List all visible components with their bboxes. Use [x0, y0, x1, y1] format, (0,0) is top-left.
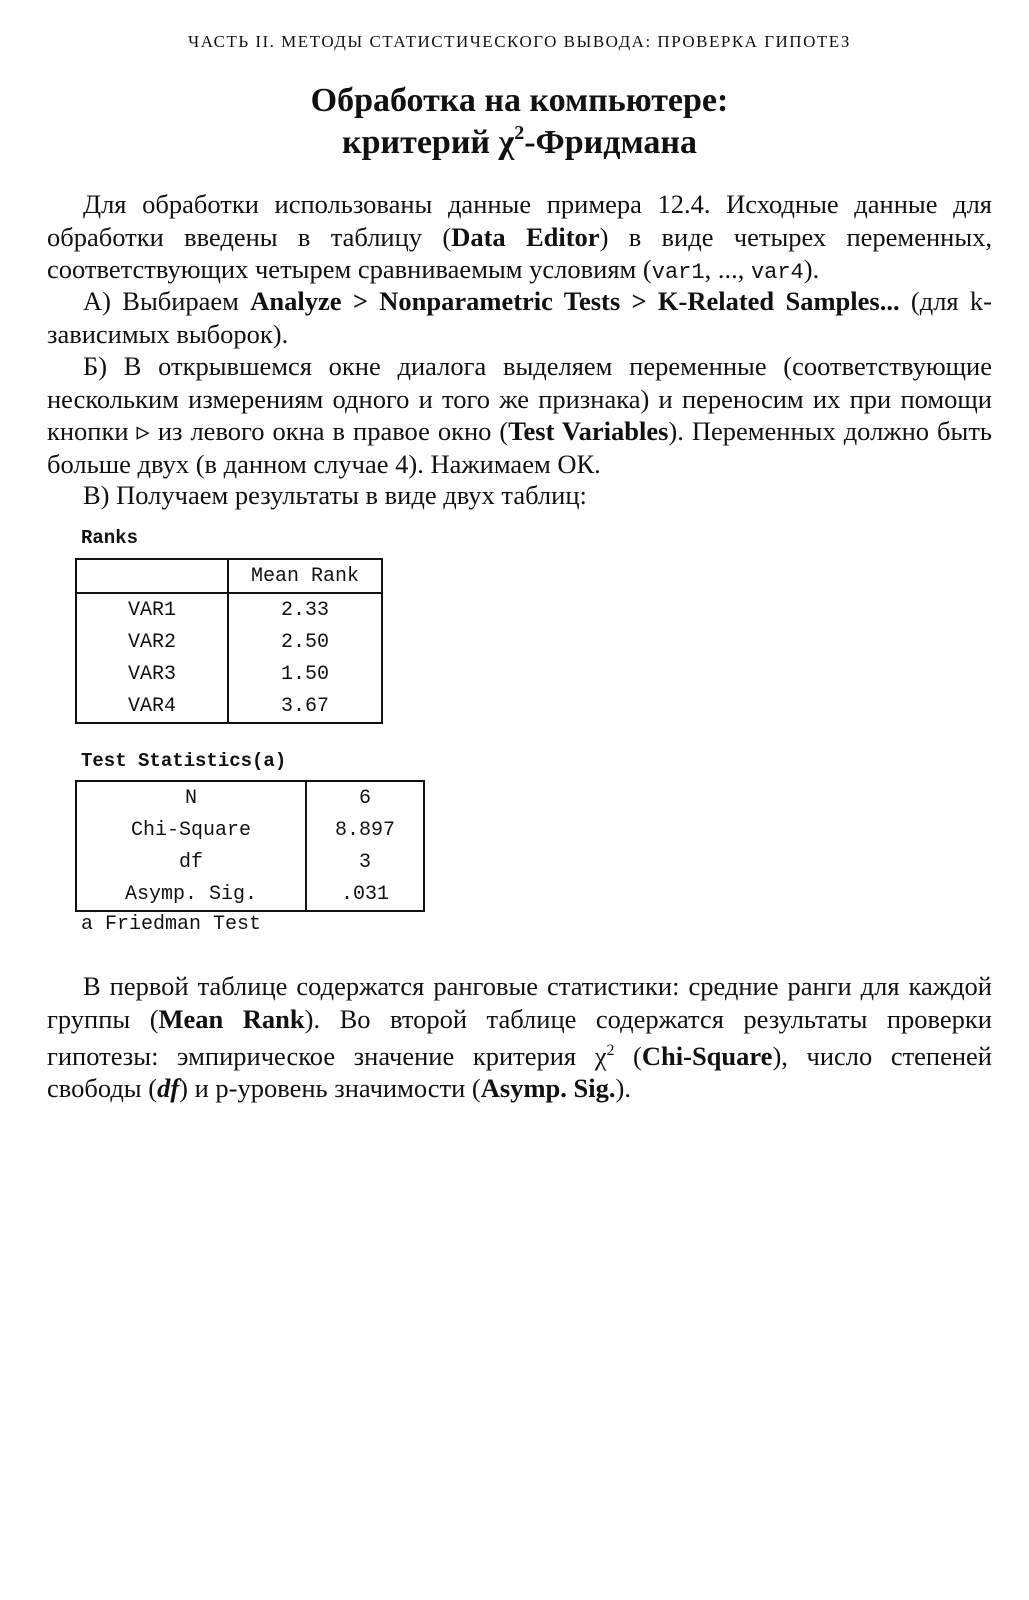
table-row — [76, 593, 382, 626]
step-b-paragraph — [47, 350, 992, 480]
ranks-table-title: Ranks — [81, 527, 139, 549]
ranks-table — [75, 558, 383, 724]
table-row — [76, 658, 382, 690]
step-a-suffix: (для k-зависимых выборок). — [47, 286, 992, 349]
conclusion-text-6: ). — [615, 1073, 631, 1104]
step-b-text-2: ). Переменных должно быть больше двух (в данном случае 4). Нажимаем ОК. — [47, 416, 992, 479]
ranks-value: 1.50 — [228, 658, 382, 690]
var1-code: var1 — [651, 260, 705, 285]
ranks-label: VAR2 — [76, 626, 228, 658]
ranks-value: 2.33 — [228, 593, 382, 626]
ranks-value: 3.67 — [228, 690, 382, 723]
table-row — [76, 814, 424, 846]
stats-value: .031 — [306, 878, 424, 911]
var4-code: var4 — [750, 260, 804, 285]
title-line-1: Обработка на компьютере: — [310, 82, 729, 119]
df-term: df — [157, 1073, 180, 1104]
menu-path: Analyze > Nonparametric Tests > K-Related Samples... — [250, 286, 900, 316]
stats-value: 3 — [306, 846, 424, 878]
step-a-prefix: А) Выбираем — [83, 286, 251, 316]
conclusion-text-5: ) и p-уровень значимости ( — [179, 1073, 481, 1104]
test-variables-term: Test Variables — [508, 416, 669, 446]
chi-superscript: 2 — [606, 1042, 615, 1059]
stats-label: df — [76, 846, 306, 878]
stats-table-title: Test Statistics(a) — [81, 750, 287, 772]
stats-value: 8.897 — [306, 814, 424, 846]
conclusion-text-3: ( — [614, 1040, 642, 1071]
table-row — [76, 781, 424, 814]
running-head: ЧАСТЬ II. МЕТОДЫ СТАТИСТИЧЕСКОГО ВЫВОДА: ПРОВЕРКА ГИПОТЕЗ — [188, 32, 851, 51]
asymp-sig-term: Asymp. Sig. — [480, 1073, 616, 1104]
ranks-header-empty — [76, 559, 228, 593]
title-superscript: 2 — [514, 122, 525, 144]
conclusion-paragraph — [47, 970, 992, 1105]
conclusion-text-2: ). Во второй таблице содержатся результаты проверки гипотезы: эмпирическое значение критерия χ — [47, 1003, 992, 1071]
data-editor-term: Data Editor — [451, 221, 600, 252]
stats-footnote: a Friedman Test — [81, 913, 262, 936]
intro-text-2: ) в виде четырех переменных, соответствующих четырем сравниваемым условиям ( — [47, 221, 993, 284]
intro-text-1: Для обработки использованы данные примера 12.4. Исходные данные для обработки введены в таблицу ( — [47, 189, 992, 252]
chi-square-term: Chi-Square — [641, 1040, 773, 1071]
title-line-2-text: критерий χ — [342, 124, 515, 161]
conclusion-text-1: В первой таблице содержатся ранговые статистики: средние ранги для каждой группы ( — [47, 971, 992, 1034]
ranks-value: 2.50 — [228, 626, 382, 658]
section-title — [47, 80, 992, 164]
ranks-label: VAR3 — [76, 658, 228, 690]
intro-text-3: ). — [803, 254, 820, 284]
stats-label: Asymp. Sig. — [76, 878, 306, 911]
title-line-2-suffix: -Фридмана — [524, 124, 697, 161]
table-row — [76, 846, 424, 878]
stats-label: Chi-Square — [76, 814, 306, 846]
stats-table — [75, 780, 425, 912]
step-a-paragraph — [47, 285, 992, 350]
stats-label: N — [76, 781, 306, 814]
step-c-paragraph: В) Получаем результаты в виде двух таблиц: — [83, 480, 587, 510]
table-row — [76, 626, 382, 658]
mean-rank-term: Mean Rank — [158, 1003, 305, 1034]
ranks-label: VAR1 — [76, 593, 228, 626]
intro-paragraph — [47, 188, 992, 290]
ranks-label: VAR4 — [76, 690, 228, 723]
title-line-2 — [47, 122, 992, 164]
ranks-header-mean-rank: Mean Rank — [228, 559, 382, 593]
intro-ellipsis: , ..., — [704, 254, 751, 284]
ranks-header-row — [76, 559, 382, 593]
table-row — [76, 878, 424, 911]
stats-value: 6 — [306, 781, 424, 814]
table-row — [76, 690, 382, 723]
conclusion-text-4: ), число степеней свободы ( — [47, 1040, 992, 1104]
step-b-text-1: Б) В открывшемся окне диалога выделяем переменные (соответствующие нескольким измерениям одного и того же признака) и переносим их при помощи кнопки ▹ из левого окна в правое окно ( — [47, 351, 992, 446]
